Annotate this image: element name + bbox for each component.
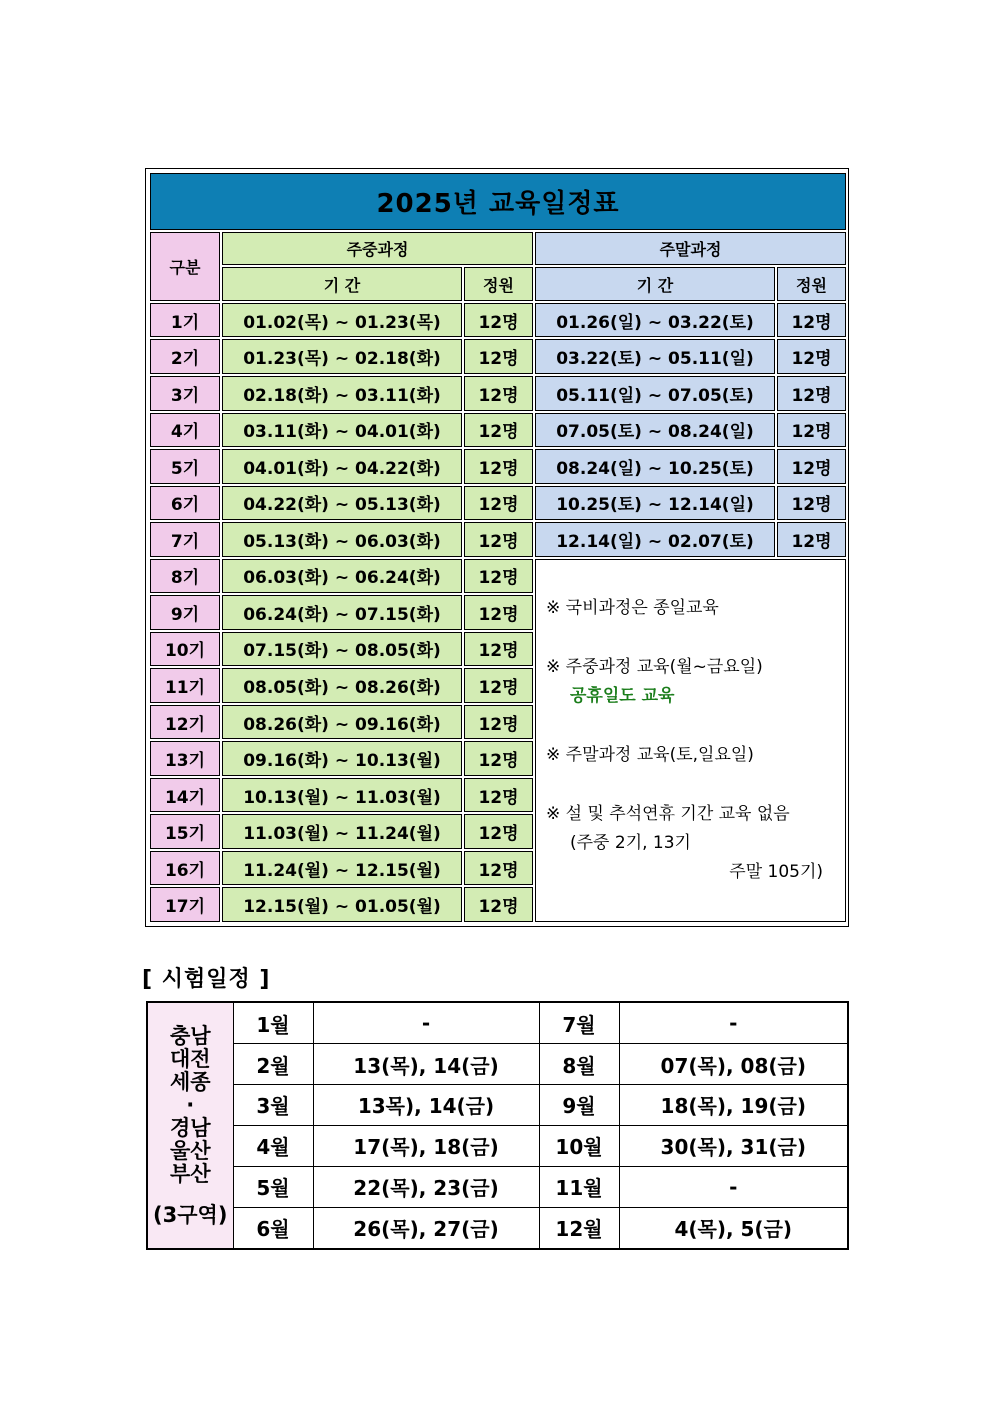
table-row: [150, 449, 846, 484]
weekday-period-cell: 01.02(목) ~ 01.23(목): [222, 303, 462, 338]
weekend-capacity-cell: 12명: [777, 486, 846, 521]
weekend-capacity-cell: 12명: [777, 449, 846, 484]
weekday-capacity-cell: 12명: [464, 778, 533, 813]
table-row: [147, 1002, 848, 1044]
weekend-period-cell: 08.24(일) ~ 10.25(토): [535, 449, 775, 484]
weekday-period-cell: 11.03(월) ~ 11.24(월): [222, 814, 462, 849]
weekend-capacity-header: 정원: [777, 267, 846, 301]
note-weekday-course: [546, 653, 837, 711]
term-cell: 10기: [150, 632, 220, 667]
weekday-period-cell: 04.01(화) ~ 04.22(화): [222, 449, 462, 484]
note-weekday-text: ※ 주중과정 교육(월~금요일): [546, 656, 763, 677]
exam-month-cell: 11월: [539, 1166, 619, 1207]
term-cell: 6기: [150, 486, 220, 521]
exam-dates-cell: -: [619, 1166, 848, 1207]
note-break-weekday-terms: (주중 2기, 13기: [570, 832, 691, 853]
note-holiday-break: [546, 800, 837, 887]
table-row: [150, 413, 846, 448]
weekend-capacity-cell: 12명: [777, 303, 846, 338]
weekday-capacity-cell: 12명: [464, 705, 533, 740]
region-busan: 부산: [169, 1161, 211, 1186]
region-chungnam: 충남: [169, 1023, 211, 1048]
table-row: [147, 1085, 848, 1126]
weekend-period-header: 기 간: [535, 267, 775, 301]
weekday-capacity-cell: 12명: [464, 486, 533, 521]
weekday-capacity-cell: 12명: [464, 668, 533, 703]
exam-month-cell: 2월: [233, 1044, 313, 1085]
exam-month-cell: 9월: [539, 1085, 619, 1126]
table-row: [147, 1207, 848, 1249]
weekend-period-cell: 07.05(토) ~ 08.24(일): [535, 413, 775, 448]
term-cell: 2기: [150, 339, 220, 374]
weekday-capacity-cell: 12명: [464, 559, 533, 594]
exam-region-cell: [147, 1002, 233, 1249]
weekday-period-cell: 04.22(화) ~ 05.13(화): [222, 486, 462, 521]
weekday-period-header: 기 간: [222, 267, 462, 301]
division-header: 구분: [150, 232, 220, 301]
weekday-period-cell: 05.13(화) ~ 06.03(화): [222, 522, 462, 557]
region-sejong: 세종: [169, 1069, 211, 1094]
weekday-period-cell: 08.26(화) ~ 09.16(화): [222, 705, 462, 740]
note-holiday-text: 공휴일도 교육: [570, 685, 675, 706]
exam-dates-cell: 30(목), 31(금): [619, 1125, 848, 1166]
exam-dates-cell: -: [313, 1002, 539, 1044]
table-row: [147, 1125, 848, 1166]
table-row: [147, 1166, 848, 1207]
region-separator: ·: [186, 1092, 195, 1117]
exam-dates-cell: 07(목), 08(금): [619, 1044, 848, 1085]
weekday-capacity-cell: 12명: [464, 413, 533, 448]
weekday-capacity-cell: 12명: [464, 814, 533, 849]
exam-month-cell: 8월: [539, 1044, 619, 1085]
weekday-period-cell: 02.18(화) ~ 03.11(화): [222, 376, 462, 411]
exam-month-cell: 3월: [233, 1085, 313, 1126]
weekday-period-cell: 06.03(화) ~ 06.24(화): [222, 559, 462, 594]
weekday-period-cell: 09.16(화) ~ 10.13(월): [222, 741, 462, 776]
term-cell: 17기: [150, 887, 220, 922]
weekday-period-cell: 06.24(화) ~ 07.15(화): [222, 595, 462, 630]
weekday-capacity-cell: 12명: [464, 449, 533, 484]
term-cell: 15기: [150, 814, 220, 849]
note-break-text: ※ 설 및 추석연휴 기간 교육 없음: [546, 803, 790, 824]
weekend-course-header: 주말과정: [535, 232, 846, 266]
table-row: [147, 1044, 848, 1085]
notes-panel: [535, 559, 846, 922]
weekday-period-cell: 10.13(월) ~ 11.03(월): [222, 778, 462, 813]
term-cell: 3기: [150, 376, 220, 411]
weekday-capacity-cell: 12명: [464, 303, 533, 338]
term-cell: 14기: [150, 778, 220, 813]
exam-month-cell: 4월: [233, 1125, 313, 1166]
schedule-table: [148, 171, 848, 924]
weekend-period-cell: 03.22(토) ~ 05.11(일): [535, 339, 775, 374]
note-weekend-course: ※ 주말과정 교육(토,일요일): [546, 744, 754, 765]
region-zone-count: (3구역): [153, 1202, 228, 1227]
table-row: [150, 339, 846, 374]
exam-schedule-heading: [ 시험일정 ]: [142, 967, 271, 992]
table-row: [150, 303, 846, 338]
note-break-weekend-terms: 주말 105기): [729, 861, 824, 882]
table-row: [150, 559, 846, 594]
weekend-capacity-cell: 12명: [777, 376, 846, 411]
term-cell: 11기: [150, 668, 220, 703]
exam-schedule-table: [146, 1001, 849, 1250]
weekday-period-cell: 03.11(화) ~ 04.01(화): [222, 413, 462, 448]
table-row: [150, 486, 846, 521]
weekday-period-cell: 01.23(목) ~ 02.18(화): [222, 339, 462, 374]
weekday-capacity-cell: 12명: [464, 522, 533, 557]
term-cell: 7기: [150, 522, 220, 557]
weekday-capacity-cell: 12명: [464, 851, 533, 886]
exam-dates-cell: 4(목), 5(금): [619, 1207, 848, 1249]
weekday-capacity-cell: 12명: [464, 741, 533, 776]
weekend-period-cell: 05.11(일) ~ 07.05(토): [535, 376, 775, 411]
note-full-day: ※ 국비과정은 종일교육: [546, 597, 719, 618]
term-cell: 9기: [150, 595, 220, 630]
term-cell: 16기: [150, 851, 220, 886]
region-ulsan: 울산: [169, 1138, 211, 1163]
weekend-period-cell: 10.25(토) ~ 12.14(일): [535, 486, 775, 521]
exam-dates-cell: 13목), 14(금): [313, 1085, 539, 1126]
weekday-period-cell: 11.24(월) ~ 12.15(월): [222, 851, 462, 886]
term-cell: 12기: [150, 705, 220, 740]
weekday-period-cell: 07.15(화) ~ 08.05(화): [222, 632, 462, 667]
exam-month-cell: 1월: [233, 1002, 313, 1044]
exam-dates-cell: 17(목), 18(금): [313, 1125, 539, 1166]
term-cell: 5기: [150, 449, 220, 484]
schedule-table-frame: [145, 168, 849, 927]
term-cell: 4기: [150, 413, 220, 448]
exam-dates-cell: 18(목), 19(금): [619, 1085, 848, 1126]
term-cell: 1기: [150, 303, 220, 338]
exam-month-cell: 10월: [539, 1125, 619, 1166]
weekday-capacity-cell: 12명: [464, 632, 533, 667]
schedule-title: 2025년 교육일정표: [150, 173, 846, 230]
weekday-capacity-cell: 12명: [464, 339, 533, 374]
exam-month-cell: 6월: [233, 1207, 313, 1249]
weekday-capacity-header: 정원: [464, 267, 533, 301]
exam-month-cell: 12월: [539, 1207, 619, 1249]
term-cell: 13기: [150, 741, 220, 776]
exam-month-cell: 7월: [539, 1002, 619, 1044]
region-gyeongnam: 경남: [169, 1115, 211, 1140]
exam-dates-cell: -: [619, 1002, 848, 1044]
weekend-capacity-cell: 12명: [777, 413, 846, 448]
weekend-capacity-cell: 12명: [777, 522, 846, 557]
weekday-period-cell: 12.15(월) ~ 01.05(월): [222, 887, 462, 922]
exam-month-cell: 5월: [233, 1166, 313, 1207]
weekday-period-cell: 08.05(화) ~ 08.26(화): [222, 668, 462, 703]
term-cell: 8기: [150, 559, 220, 594]
region-daejeon: 대전: [169, 1046, 211, 1071]
weekday-capacity-cell: 12명: [464, 887, 533, 922]
exam-dates-cell: 13(목), 14(금): [313, 1044, 539, 1085]
table-row: [150, 522, 846, 557]
weekend-period-cell: 12.14(일) ~ 02.07(토): [535, 522, 775, 557]
weekend-period-cell: 01.26(일) ~ 03.22(토): [535, 303, 775, 338]
weekend-capacity-cell: 12명: [777, 339, 846, 374]
weekday-course-header: 주중과정: [222, 232, 533, 266]
exam-dates-cell: 26(목), 27(금): [313, 1207, 539, 1249]
table-row: [150, 376, 846, 411]
weekday-capacity-cell: 12명: [464, 595, 533, 630]
exam-dates-cell: 22(목), 23(금): [313, 1166, 539, 1207]
weekday-capacity-cell: 12명: [464, 376, 533, 411]
